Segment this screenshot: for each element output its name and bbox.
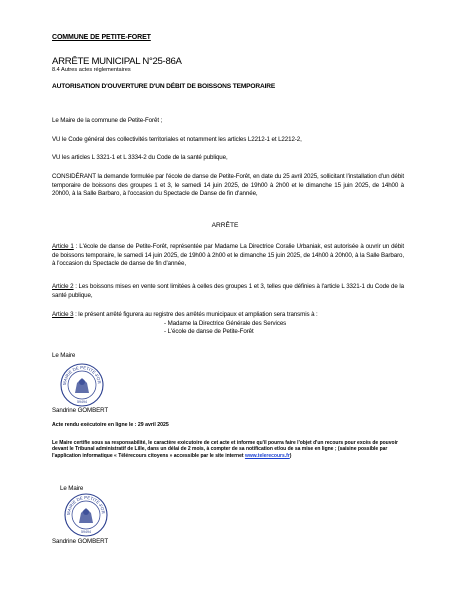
article-3-text: : le présent arrêté figurera au registre des arrêtés municipaux et ampliation sera transmis à : [73, 311, 318, 318]
considerant-label: CONSIDÉRANT [52, 173, 96, 180]
considerant-text: la demande formulée par l'école de danse de Petite-Forêt, en date du 25 avril 2025, sollicitant l'installation d'un débit temporaire de boissons des groupes 1 et 3, le samedi 14 juin 2025, de 19h00 à 2h00 et le dimanche 15 juin 2025, de 14h00 à 20h00, à la Salle Barbaro, à l'occasion du Spectacle de Danse de fin d'année, [52, 173, 404, 198]
mayor-seal-2 [64, 493, 108, 537]
signature-2-name: Sandrine GOMBERT [52, 538, 109, 545]
svg-text:59494: 59494 [81, 530, 91, 534]
subject-heading: AUTORISATION D'OUVERTURE D'UN DÉBIT DE BOISSONS TEMPORAIRE [52, 83, 276, 90]
svg-text:59494: 59494 [77, 400, 87, 404]
article-1-text: : L'école de danse de Petite-Forêt, représentée par Madame La Directrice Coralie Urbaniak, est autorisée à ouvrir un débit de boissons temporaire, le samedi 14 juin 2025, de 19h00 à 2h00 et le dimanche 15 juin 2025, de 14h00 à 20h00, à la Salle Barbaro, à l'occasion du Spectacle de danse de fin d'année, [52, 243, 405, 268]
article-1 [52, 243, 404, 269]
signature-1-title: Le Maire [52, 352, 76, 359]
signature-1-name: Sandrine GOMBERT [52, 407, 109, 414]
svg-text:MAIRIE DE PETITE-FORÊT: MAIRIE DE PETITE-FOR [61, 364, 102, 386]
recipient-item: - Madame la Directrice Générale des Services [164, 320, 287, 327]
preamble-vu-1: VU le Code général des collectivités territoriales et notamment les articles L2212-1 et L2212-2, [52, 136, 302, 143]
arrete-category: 8.4 Autres actes réglementaires [52, 67, 131, 73]
article-2-text: : Les boissons mises en vente sont limitées à celles des groupes 1 et 3, telles que définies à l'article L 3321-1 du Code de la santé publique, [52, 283, 405, 299]
article-3 [52, 311, 404, 320]
preamble-mayor: Le Maire de la commune de Petite-Forêt ; [52, 117, 163, 124]
commune-name: COMMUNE DE PETITE-FORET [52, 34, 151, 41]
recipient-item: - L'école de danse de Petite-Forêt [164, 328, 254, 335]
arrete-heading: ARRÊTE [211, 222, 239, 229]
article-3-label: Article 3 [52, 311, 74, 318]
legal-notice [52, 440, 404, 459]
telerecours-link[interactable]: www.telerecours.fr [244, 452, 290, 459]
preamble-considerant [52, 173, 404, 199]
svg-text:MAIRIE DE PETITE-FORÊT: MAIRIE DE PETITE-FOR [65, 494, 106, 516]
legal-notice-text: Le Maire certifie sous sa responsabilité, le caractère exécutoire de cet acte et informe qu'il pourra faire l'objet d'un recours pour excès de pouvoir devant le Tribunal administratif de Lille, dans un délai de 2 mois, à compter de sa notification et/ou de sa mise en ligne ; (saisine possible par l'application informatique « Télérecours citoyens » accessible par le site internet [52, 440, 398, 459]
article-2 [52, 283, 404, 300]
article-1-label: Article 1 [52, 243, 74, 250]
preamble-vu-2: VU les articles L 3321-1 et L 3334-2 du Code de la santé publique, [52, 154, 228, 161]
legal-notice-end: ) [289, 452, 292, 459]
mayor-seal-1 [60, 363, 104, 407]
arrete-title: ARRÊTE MUNICIPAL N°25-86A [52, 56, 182, 67]
signature-2-title: Le Maire [60, 485, 84, 492]
online-notice: Acte rendu exécutoire en ligne le : 29 avril 2025 [52, 422, 169, 428]
article-2-label: Article 2 [52, 283, 74, 290]
